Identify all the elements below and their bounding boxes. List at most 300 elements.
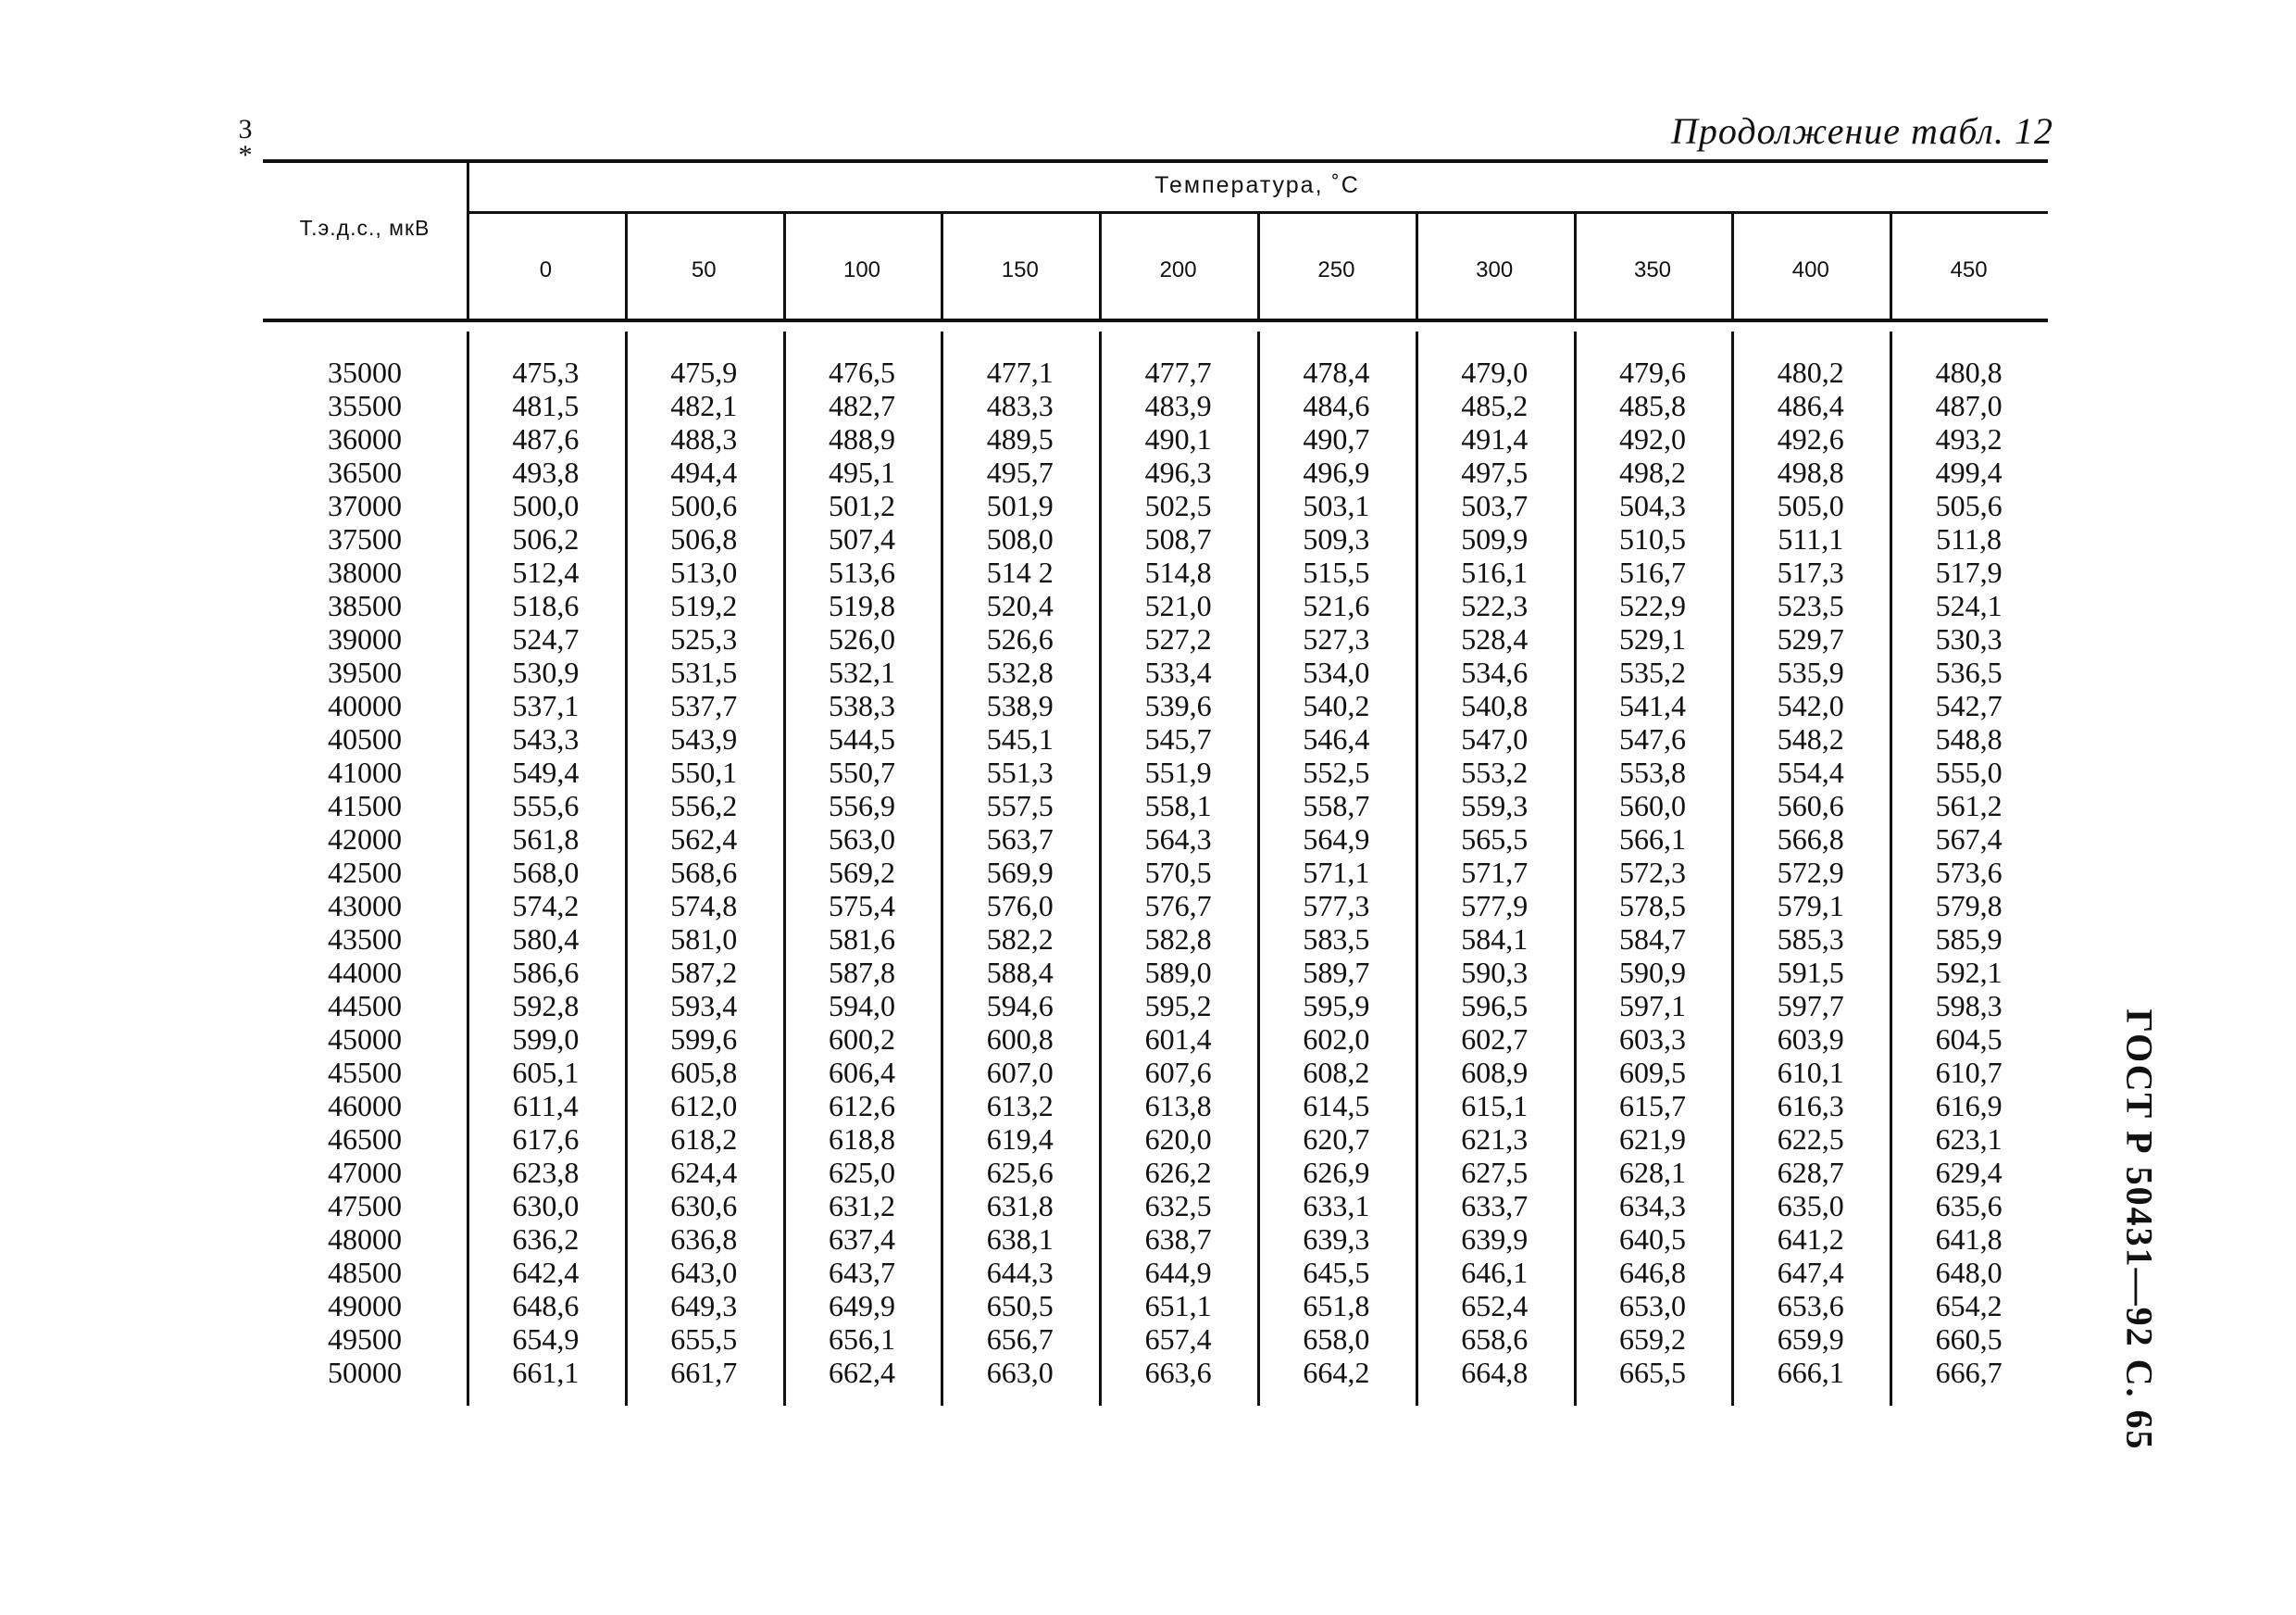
temperature-value-cell: 476,5 [828,356,895,389]
temperature-value-cell: 563,7 [986,822,1054,856]
table-row [263,622,2048,656]
table-row [263,689,2048,722]
temperature-value-cell: 644,9 [1144,1256,1212,1289]
temperature-value-cell: 555,0 [1935,756,2003,789]
emf-value-cell: 45500 [328,1056,402,1089]
temperature-value-cell: 659,9 [1777,1322,1844,1356]
temperature-value-cell: 621,9 [1618,1122,1686,1156]
temperature-value-cell: 482,1 [670,389,738,422]
temperature-value-cell: 478,4 [1303,356,1370,389]
temperature-value-cell: 549,4 [512,756,580,789]
temperature-value-cell: 623,8 [512,1156,580,1189]
column-divider [1257,213,1260,319]
temperature-value-cell: 587,2 [670,956,738,989]
temperature-value-cell: 530,3 [1935,622,2003,656]
temperature-value-cell: 594,6 [986,989,1054,1022]
emf-value-cell: 42500 [328,856,402,889]
temperature-value-cell: 528,4 [1461,622,1529,656]
temperature-value-cell: 618,2 [670,1122,738,1156]
table-row [263,389,2048,422]
temperature-value-cell: 639,9 [1461,1222,1529,1256]
temperature-value-cell: 564,3 [1144,822,1212,856]
table-row [263,522,2048,556]
temperature-value-cell: 543,3 [512,722,580,756]
temperature-value-cell: 597,7 [1777,989,1844,1022]
temperature-value-cell: 534,0 [1303,656,1370,689]
temperature-value-cell: 527,2 [1144,622,1212,656]
temperature-value-cell: 643,0 [670,1256,738,1289]
table-row [263,1222,2048,1256]
temperature-value-cell: 506,8 [670,522,738,556]
temperature-value-cell: 648,6 [512,1289,580,1322]
temperature-value-cell: 631,8 [986,1189,1054,1222]
temperature-value-cell: 601,4 [1144,1022,1212,1056]
temperature-value-cell: 556,2 [670,789,738,822]
emf-value-cell: 43000 [328,889,402,922]
temperature-value-cell: 496,9 [1303,456,1370,489]
temperature-value-cell: 598,3 [1935,989,2003,1022]
temperature-value-cell: 606,4 [828,1056,895,1089]
temperature-value-cell: 640,5 [1618,1222,1686,1256]
temperature-value-cell: 491,4 [1461,422,1529,456]
temperature-value-cell: 550,7 [828,756,895,789]
temperature-value-cell: 550,1 [670,756,738,789]
temperature-column-header: 100 [842,257,881,282]
table-row [263,1256,2048,1289]
temperature-value-cell: 483,3 [986,389,1054,422]
temperature-value-cell: 576,7 [1144,889,1212,922]
temperature-column-header: 450 [1950,257,1988,282]
emf-value-cell: 50000 [328,1356,402,1389]
temperature-value-cell: 544,5 [828,722,895,756]
temperature-value-cell: 571,7 [1461,856,1529,889]
temperature-value-cell: 571,1 [1303,856,1370,889]
temperature-value-cell: 508,0 [986,522,1054,556]
temperature-value-cell: 533,4 [1144,656,1212,689]
emf-value-cell: 47500 [328,1189,402,1222]
temperature-value-cell: 610,7 [1935,1056,2003,1089]
temperature-value-cell: 543,9 [670,722,738,756]
temperature-value-cell: 580,4 [512,922,580,956]
temperature-value-cell: 586,6 [512,956,580,989]
temperature-value-cell: 560,0 [1618,789,1686,822]
temperature-value-cell: 599,6 [670,1022,738,1056]
temperature-value-cell: 616,9 [1935,1089,2003,1122]
temperature-value-cell: 638,7 [1144,1222,1212,1256]
temperature-value-cell: 620,0 [1144,1122,1212,1156]
temperature-value-cell: 665,5 [1618,1356,1686,1389]
temperature-value-cell: 519,2 [670,589,738,622]
table-row [263,822,2048,856]
temperature-value-cell: 666,1 [1777,1356,1844,1389]
temperature-value-cell: 504,3 [1618,489,1686,522]
table-header [263,159,2048,326]
temperature-value-cell: 616,3 [1777,1089,1844,1122]
temperature-value-cell: 578,5 [1618,889,1686,922]
temperature-value-cell: 630,6 [670,1189,738,1222]
column-divider [1731,213,1734,319]
emf-value-cell: 41000 [328,756,402,789]
temperature-value-cell: 529,7 [1777,622,1844,656]
table-row [263,456,2048,489]
column-divider [1416,213,1418,319]
temperature-value-cell: 545,7 [1144,722,1212,756]
temperature-value-cell: 602,7 [1461,1022,1529,1056]
temperature-value-cell: 647,4 [1777,1256,1844,1289]
temperature-value-cell: 513,6 [828,556,895,589]
temperature-value-cell: 547,6 [1618,722,1686,756]
temperature-value-cell: 592,8 [512,989,580,1022]
emf-value-cell: 36500 [328,456,402,489]
temperature-value-cell: 538,9 [986,689,1054,722]
temperature-value-cell: 556,9 [828,789,895,822]
temperature-value-cell: 614,5 [1303,1089,1370,1122]
temperature-value-cell: 554,4 [1777,756,1844,789]
temperature-value-cell: 503,1 [1303,489,1370,522]
temperature-value-cell: 487,6 [512,422,580,456]
column-divider [1574,213,1577,319]
temperature-value-cell: 488,9 [828,422,895,456]
temperature-value-cell: 577,3 [1303,889,1370,922]
temperature-value-cell: 520,4 [986,589,1054,622]
temperature-value-cell: 538,3 [828,689,895,722]
temperature-value-cell: 618,8 [828,1122,895,1156]
temperature-value-cell: 502,5 [1144,489,1212,522]
temperature-value-cell: 551,3 [986,756,1054,789]
emf-value-cell: 43500 [328,922,402,956]
temperature-value-cell: 480,2 [1777,356,1844,389]
temperature-value-cell: 589,7 [1303,956,1370,989]
table-row [263,1122,2048,1156]
temperature-value-cell: 564,9 [1303,822,1370,856]
temperature-value-cell: 493,8 [512,456,580,489]
temperature-value-cell: 519,8 [828,589,895,622]
temperature-value-cell: 660,5 [1935,1322,2003,1356]
temperature-value-cell: 558,1 [1144,789,1212,822]
temperature-value-cell: 648,0 [1935,1256,2003,1289]
temperature-value-cell: 508,7 [1144,522,1212,556]
temperature-value-cell: 613,2 [986,1089,1054,1122]
margin-mark [231,114,259,170]
temperature-value-cell: 585,9 [1935,922,2003,956]
temperature-value-cell: 490,7 [1303,422,1370,456]
temperature-value-cell: 521,6 [1303,589,1370,622]
temperature-value-cell: 619,4 [986,1122,1054,1156]
temperature-value-cell: 511,8 [1936,522,2002,556]
temperature-value-cell: 561,2 [1935,789,2003,822]
column-divider [1099,213,1102,319]
table-row [263,922,2048,956]
temperature-value-cell: 494,4 [670,456,738,489]
temperature-value-cell: 654,9 [512,1322,580,1356]
temperature-value-cell: 621,3 [1461,1122,1529,1156]
temperature-value-cell: 507,4 [828,522,895,556]
temperature-value-cell: 489,5 [986,422,1054,456]
temperature-value-cell: 581,0 [670,922,738,956]
temperature-value-cell: 505,0 [1777,489,1844,522]
temperature-value-cell: 574,2 [512,889,580,922]
temperature-value-cell: 604,5 [1935,1022,2003,1056]
temperature-value-cell: 486,4 [1777,389,1844,422]
temperature-value-cell: 585,3 [1777,922,1844,956]
temperature-value-cell: 607,6 [1144,1056,1212,1089]
temperature-value-cell: 500,6 [670,489,738,522]
table-row [263,1022,2048,1056]
temperature-value-cell: 542,7 [1935,689,2003,722]
temperature-value-cell: 599,0 [512,1022,580,1056]
temperature-value-cell: 633,1 [1303,1189,1370,1222]
margin-mark-digit: 3 [238,114,253,144]
temperature-value-cell: 605,1 [512,1056,580,1089]
temperature-value-cell: 612,0 [670,1089,738,1122]
temperature-value-cell: 515,5 [1303,556,1370,589]
column-divider [1890,213,1892,319]
table-row [263,756,2048,789]
table-row [263,889,2048,922]
emf-value-cell: 46000 [328,1089,402,1122]
temperature-value-cell: 481,5 [512,389,580,422]
table-row [263,1322,2048,1356]
temperature-value-cell: 628,1 [1618,1156,1686,1189]
temperature-value-cell: 664,2 [1303,1356,1370,1389]
temperature-value-cell: 592,1 [1935,956,2003,989]
temperature-value-cell: 477,7 [1144,356,1212,389]
temperature-value-cell: 600,8 [986,1022,1054,1056]
temperature-column-header: 200 [1159,257,1197,282]
temperature-value-cell: 524,1 [1935,589,2003,622]
temperature-value-cell: 509,9 [1461,522,1529,556]
temperature-value-cell: 484,6 [1303,389,1370,422]
temperature-value-cell: 646,1 [1461,1256,1529,1289]
temperature-value-cell: 582,8 [1144,922,1212,956]
temperature-value-cell: 572,3 [1618,856,1686,889]
temperature-value-cell: 522,3 [1461,589,1529,622]
temperature-value-cell: 595,2 [1144,989,1212,1022]
temperature-value-cell: 537,7 [670,689,738,722]
table-row [263,422,2048,456]
temperature-value-cell: 514,8 [1144,556,1212,589]
emf-value-cell: 41500 [328,789,402,822]
temperature-value-cell: 629,4 [1935,1156,2003,1189]
temperature-column-header: 350 [1633,257,1672,282]
temperature-value-cell: 496,3 [1144,456,1212,489]
temperature-value-cell: 526,6 [986,622,1054,656]
temperature-value-cell: 566,1 [1618,822,1686,856]
temperature-value-cell: 633,7 [1461,1189,1529,1222]
temperature-value-cell: 590,3 [1461,956,1529,989]
temperature-value-cell: 542,0 [1777,689,1844,722]
temperature-value-cell: 615,1 [1461,1089,1529,1122]
temperature-value-cell: 547,0 [1461,722,1529,756]
temperature-value-cell: 649,9 [828,1289,895,1322]
temperature-value-cell: 485,8 [1618,389,1686,422]
table-row [263,1156,2048,1189]
emf-value-cell: 38000 [328,556,402,589]
temperature-value-cell: 510,5 [1618,522,1686,556]
table-continuation-caption: Продолжение табл. 12 [1670,110,2053,152]
temperature-value-cell: 497,5 [1461,456,1529,489]
temperature-value-cell: 630,0 [512,1189,580,1222]
emf-value-cell: 40500 [328,722,402,756]
temperature-value-cell: 545,1 [986,722,1054,756]
temperature-value-cell: 641,8 [1935,1222,2003,1256]
temperature-value-cell: 607,0 [986,1056,1054,1089]
emf-value-cell: 36000 [328,422,402,456]
temperature-value-cell: 527,3 [1303,622,1370,656]
temperature-value-cell: 475,3 [512,356,580,389]
temperature-value-cell: 645,5 [1303,1256,1370,1289]
temperature-value-cell: 576,0 [986,889,1054,922]
temperature-value-cell: 635,0 [1777,1189,1844,1222]
emf-value-cell: 48000 [328,1222,402,1256]
column-divider [467,159,469,319]
temperature-value-cell: 516,7 [1618,556,1686,589]
temperature-value-cell: 625,0 [828,1156,895,1189]
table-row [263,789,2048,822]
temperature-value-cell: 600,2 [828,1022,895,1056]
temperature-value-cell: 567,4 [1935,822,2003,856]
temperature-value-cell: 535,9 [1777,656,1844,689]
temperature-value-cell: 529,1 [1618,622,1686,656]
temperature-value-cell: 495,1 [828,456,895,489]
temperature-value-cell: 490,1 [1144,422,1212,456]
temperature-value-cell: 610,1 [1777,1056,1844,1089]
temperature-value-cell: 537,1 [512,689,580,722]
emf-temperature-table [263,159,2048,1408]
temperature-value-cell: 521,0 [1144,589,1212,622]
temperature-value-cell: 658,0 [1303,1322,1370,1356]
temperature-value-cell: 518,6 [512,589,580,622]
temperature-value-cell: 553,8 [1618,756,1686,789]
temperature-column-header: 250 [1317,257,1355,282]
temperature-value-cell: 595,9 [1303,989,1370,1022]
temperature-value-cell: 631,2 [828,1189,895,1222]
table-row [263,1356,2048,1389]
temperature-value-cell: 512,4 [512,556,580,589]
temperature-column-header: 150 [1001,257,1039,282]
temperature-value-cell: 613,8 [1144,1089,1212,1122]
temperature-column-header: 400 [1791,257,1829,282]
temperature-value-cell: 664,8 [1461,1356,1529,1389]
temperature-value-cell: 579,8 [1935,889,2003,922]
temperature-value-cell: 643,7 [828,1256,895,1289]
temperature-value-cell: 548,8 [1935,722,2003,756]
standard-page-label [2118,1008,2161,1451]
temperature-value-cell: 653,0 [1618,1289,1686,1322]
temperature-value-cell: 479,6 [1618,356,1686,389]
temperature-value-cell: 485,2 [1461,389,1529,422]
temperature-value-cell: 641,2 [1777,1222,1844,1256]
temperature-value-cell: 552,5 [1303,756,1370,789]
temperature-value-cell: 506,2 [512,522,580,556]
temperature-value-cell: 500,0 [512,489,580,522]
temperature-value-cell: 558,7 [1303,789,1370,822]
temperature-value-cell: 536,5 [1935,656,2003,689]
temperature-value-cell: 488,3 [670,422,738,456]
temperature-value-cell: 649,3 [670,1289,738,1322]
temperature-value-cell: 569,2 [828,856,895,889]
temperature-value-cell: 569,9 [986,856,1054,889]
temperature-value-cell: 511,1 [1778,522,1844,556]
temperature-value-cell: 480,8 [1935,356,2003,389]
temperature-value-cell: 531,5 [670,656,738,689]
temperature-value-cell: 509,3 [1303,522,1370,556]
temperature-value-cell: 573,6 [1935,856,2003,889]
temperature-value-cell: 513,0 [670,556,738,589]
emf-value-cell: 49500 [328,1322,402,1356]
temperature-value-cell: 636,2 [512,1222,580,1256]
temperature-value-cell: 534,6 [1461,656,1529,689]
temperature-value-cell: 587,8 [828,956,895,989]
temperature-value-cell: 487,0 [1935,389,2003,422]
temperature-value-cell: 551,9 [1144,756,1212,789]
table-row [263,956,2048,989]
table-row [263,989,2048,1022]
emf-value-cell: 37000 [328,489,402,522]
temperature-value-cell: 492,6 [1777,422,1844,456]
emf-value-cell: 35500 [328,389,402,422]
column-divider [941,213,943,319]
table-row [263,356,2048,389]
temperature-value-cell: 626,9 [1303,1156,1370,1189]
emf-value-cell: 39500 [328,656,402,689]
table-row [263,1089,2048,1122]
table-row [263,722,2048,756]
temperature-value-cell: 574,8 [670,889,738,922]
temperature-value-cell: 653,6 [1777,1289,1844,1322]
table-row [263,1056,2048,1089]
table-row [263,489,2048,522]
temperature-value-cell: 612,6 [828,1089,895,1122]
temperature-value-cell: 535,2 [1618,656,1686,689]
temperature-value-cell: 582,2 [986,922,1054,956]
temperature-value-cell: 524,7 [512,622,580,656]
temperature-value-cell: 596,5 [1461,989,1529,1022]
temperature-value-cell: 603,3 [1618,1022,1686,1056]
temperature-value-cell: 516,1 [1461,556,1529,589]
temperature-value-cell: 659,2 [1618,1322,1686,1356]
temperature-value-cell: 615,7 [1618,1089,1686,1122]
temperature-value-cell: 627,5 [1461,1156,1529,1189]
temperature-value-cell: 523,5 [1777,589,1844,622]
temperature-value-cell: 505,6 [1935,489,2003,522]
column-divider [783,213,786,319]
table-row [263,656,2048,689]
temperature-value-cell: 522,9 [1618,589,1686,622]
temperature-value-cell: 540,8 [1461,689,1529,722]
temperature-value-cell: 650,5 [986,1289,1054,1322]
temperature-value-cell: 632,5 [1144,1189,1212,1222]
temperature-value-cell: 655,5 [670,1322,738,1356]
temperature-value-cell: 503,7 [1461,489,1529,522]
temperature-value-cell: 608,9 [1461,1056,1529,1089]
temperature-value-cell: 539,6 [1144,689,1212,722]
margin-mark-asterisk: * [238,140,253,170]
temperature-value-cell: 589,0 [1144,956,1212,989]
temperature-value-cell: 525,3 [670,622,738,656]
temperature-value-cell: 634,3 [1618,1189,1686,1222]
temperature-value-cell: 639,3 [1303,1222,1370,1256]
temperature-value-cell: 625,6 [986,1156,1054,1189]
temperature-value-cell: 605,8 [670,1056,738,1089]
temperature-column-header: 300 [1476,257,1514,282]
temperature-value-cell: 608,2 [1303,1056,1370,1089]
temperature-value-cell: 658,6 [1461,1322,1529,1356]
temperature-value-cell: 572,9 [1777,856,1844,889]
temperature-value-cell: 568,6 [670,856,738,889]
temperature-value-cell: 635,6 [1935,1189,2003,1222]
temperature-value-cell: 562,4 [670,822,738,856]
